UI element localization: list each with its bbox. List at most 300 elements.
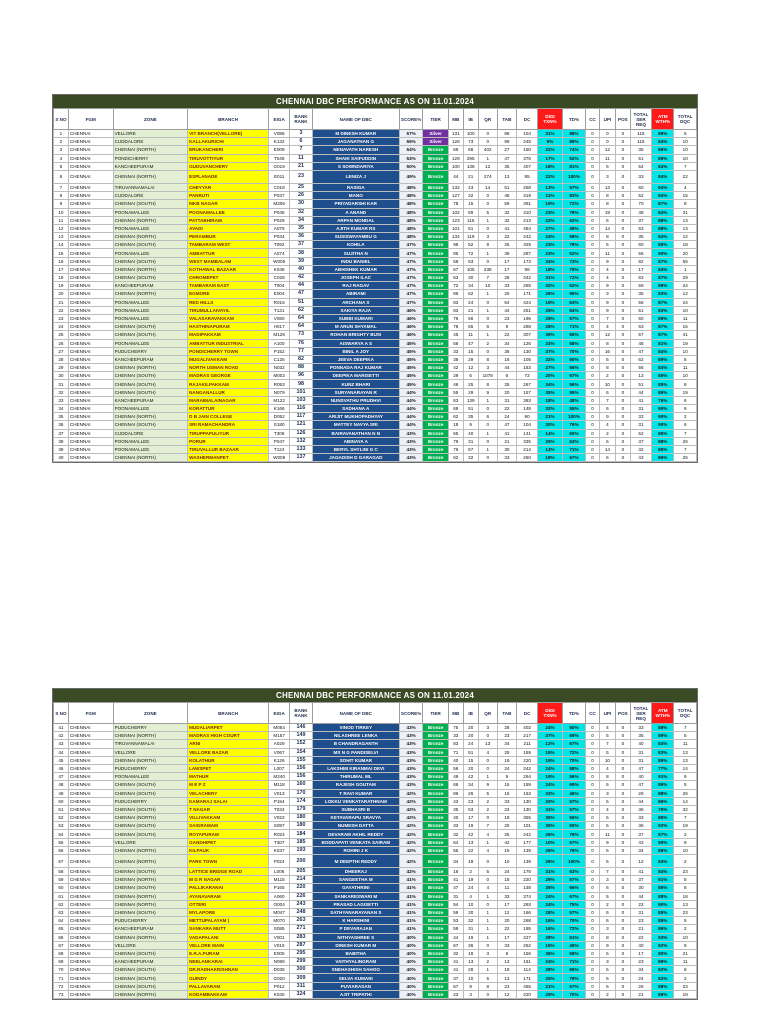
cell-atm-wth: 84% <box>652 265 674 273</box>
cell-atm-wth: 88% <box>652 982 674 990</box>
cell-qr: 1 <box>478 249 497 257</box>
cell-total-ser-req: 36 <box>630 805 651 813</box>
cell-pos: 0 <box>615 732 630 740</box>
cell-dc: 265 <box>516 282 537 290</box>
cell-zone: CHENNAI (SOUTH) <box>113 380 188 388</box>
cell-dbc-name: MS N G PANDISELVI <box>312 748 399 756</box>
cell-branch: AVADI <box>188 224 269 232</box>
cell-upi: 9 <box>599 298 615 306</box>
cell-digi-txn: 26% <box>538 830 562 838</box>
cell-cc: 0 <box>586 183 600 191</box>
cell-zone: CHENNAI (NORTH) <box>113 146 188 154</box>
cell-dbc-name: ARPAN MONDAL <box>312 216 399 224</box>
cell-tier: Bronze <box>423 773 449 781</box>
cell-eiga: S087 <box>269 822 290 830</box>
cell-total-ser-req: 33 <box>630 413 651 421</box>
cell-atm-wth: 88% <box>652 224 674 232</box>
cell-cc: 0 <box>586 892 600 900</box>
cell-branch: RAJAKILPAKKAM <box>188 380 269 388</box>
cell-atm-wth: 88% <box>652 724 674 732</box>
cell-score: 46% <box>399 331 422 339</box>
cell-atm-wth: 84% <box>652 208 674 216</box>
cell-fgm: CHENNAI <box>68 814 113 822</box>
table-row <box>54 740 697 748</box>
table-row <box>54 789 697 797</box>
cell-total-ser-req: 56 <box>630 364 651 372</box>
cell-cc: 0 <box>586 364 600 372</box>
cell-tab: 22 <box>497 925 516 933</box>
cell-mb: 56 <box>448 339 463 347</box>
cell-sno: 71 <box>54 974 69 982</box>
cell-total-ser-req: 37 <box>630 830 651 838</box>
cell-score: 53% <box>399 154 422 162</box>
cell-td: 46% <box>562 789 585 797</box>
table-row <box>54 146 697 154</box>
cell-branch: MKB NAGAR <box>188 200 269 208</box>
cell-tier: Bronze <box>423 388 449 396</box>
cell-score: 42% <box>399 846 422 854</box>
cell-pos: 0 <box>615 838 630 846</box>
table-row <box>54 224 697 232</box>
cell-tab: 24 <box>497 868 516 876</box>
cell-atm-wth: 84% <box>652 192 674 200</box>
cell-eiga: C018 <box>269 183 290 191</box>
cell-digi-txn: 21% <box>538 413 562 421</box>
cell-tier: Bronze <box>423 789 449 797</box>
cell-upi: 4 <box>599 421 615 429</box>
cell-ib: 67 <box>463 445 478 453</box>
cell-total-ser-req: 51 <box>630 154 651 162</box>
cell-total-dqc: 5 <box>674 130 697 138</box>
cell-td: 69% <box>562 781 585 789</box>
cell-mb: 78 <box>448 200 463 208</box>
cell-branch: GUDUVANCHERY <box>188 162 269 170</box>
cell-bank-rank: 51 <box>290 298 312 306</box>
table-row <box>54 949 697 957</box>
cell-sno: 8 <box>54 192 69 200</box>
cell-dc: 287 <box>516 249 537 257</box>
cell-score: 42% <box>399 855 422 868</box>
cell-digi-txn: 31% <box>538 805 562 813</box>
cell-pos: 0 <box>615 982 630 990</box>
cell-digi-txn: 19% <box>538 200 562 208</box>
cell-atm-wth: 77% <box>652 764 674 772</box>
cell-tier: Bronze <box>423 732 449 740</box>
cell-tier: Bronze <box>423 445 449 453</box>
cell-zone: CHENNAI (NORTH) <box>113 855 188 868</box>
cell-sno: 69 <box>54 958 69 966</box>
cell-tier: Bronze <box>423 933 449 941</box>
cell-pos: 0 <box>615 208 630 216</box>
cell-dbc-name: SURYANARAYAN R <box>312 388 399 396</box>
cell-dbc-name: DINESH KUMAR M <box>312 941 399 949</box>
cell-td: 76% <box>562 846 585 854</box>
cell-cc: 0 <box>586 855 600 868</box>
cell-atm-wth: 82% <box>652 966 674 974</box>
cell-eiga: V080 <box>269 314 290 322</box>
cell-digi-txn: 24% <box>538 892 562 900</box>
cell-digi-txn: 22% <box>538 216 562 224</box>
cell-digi-txn: 15% <box>538 748 562 756</box>
cell-pos: 0 <box>615 797 630 805</box>
cell-bank-rank: 283 <box>290 933 312 941</box>
cell-zone: PUDUCHERRY <box>113 724 188 732</box>
cell-digi-txn: 10% <box>538 838 562 846</box>
table-row <box>54 372 697 380</box>
cell-dc: 177 <box>516 838 537 846</box>
cell-bank-rank: 243 <box>290 900 312 908</box>
cell-digi-txn: 39% <box>538 331 562 339</box>
cell-dc: 242 <box>516 233 537 241</box>
col-header-tab: TAB <box>497 109 516 130</box>
cell-qr: 5 <box>478 208 497 216</box>
cell-cc: 0 <box>586 966 600 974</box>
cell-ib: 51 <box>463 748 478 756</box>
cell-digi-txn: 25% <box>538 306 562 314</box>
cell-zone: CHENNAI (SOUTH) <box>113 966 188 974</box>
cell-digi-txn: 12% <box>538 740 562 748</box>
cell-tab: 12 <box>497 990 516 998</box>
cell-branch: GUINDY <box>188 974 269 982</box>
cell-digi-txn: 13% <box>538 445 562 453</box>
cell-score: 43% <box>399 756 422 764</box>
cell-sno: 51 <box>54 805 69 813</box>
cell-atm-wth: 76% <box>652 396 674 404</box>
cell-td: 45% <box>562 941 585 949</box>
cell-total-dqc: 4 <box>674 183 697 191</box>
cell-dc: 173 <box>516 257 537 265</box>
cell-qr: 1 <box>478 216 497 224</box>
table-row <box>54 314 697 322</box>
cell-sno: 63 <box>54 908 69 916</box>
cell-digi-txn: 14% <box>538 429 562 437</box>
cell-atm-wth: 89% <box>652 781 674 789</box>
cell-upi: 3 <box>599 876 615 884</box>
col-header-zone: ZONE <box>113 109 188 130</box>
cell-dbc-name: KOHILA <box>312 241 399 249</box>
cell-atm-wth: 88% <box>652 216 674 224</box>
cell-sno: 30 <box>54 372 69 380</box>
cell-bank-rank: 300 <box>290 966 312 974</box>
cell-ib: 19 <box>463 933 478 941</box>
cell-total-dqc: 10 <box>674 138 697 146</box>
cell-tab: 11 <box>497 884 516 892</box>
cell-upi: 14 <box>599 445 615 453</box>
cell-total-dqc: 26 <box>674 789 697 797</box>
cell-cc: 0 <box>586 388 600 396</box>
cell-ib: 40 <box>463 429 478 437</box>
cell-zone: CHENNAI (SOUTH) <box>113 982 188 990</box>
cell-mb: 55 <box>448 846 463 854</box>
cell-pos: 0 <box>615 445 630 453</box>
cell-fgm: CHENNAI <box>68 372 113 380</box>
cell-fgm: CHENNAI <box>68 990 113 998</box>
cell-cc: 0 <box>586 396 600 404</box>
cell-sno: 39 <box>54 445 69 453</box>
cell-total-ser-req: 56 <box>630 298 651 306</box>
cell-pos: 0 <box>615 917 630 925</box>
cell-bank-rank: 299 <box>290 958 312 966</box>
cell-qr: 12 <box>478 162 497 170</box>
cell-tier: Bronze <box>423 347 449 355</box>
cell-upi: 13 <box>599 183 615 191</box>
cell-branch: LATTICE BRIDGE ROAD <box>188 868 269 876</box>
cell-mb: 49 <box>448 773 463 781</box>
cell-digi-txn: 25% <box>538 974 562 982</box>
cell-total-dqc: 18 <box>674 892 697 900</box>
cell-total-dqc: 6 <box>674 405 697 413</box>
cell-td: 100% <box>562 413 585 421</box>
cell-sno: 24 <box>54 323 69 331</box>
cell-total-ser-req: 47 <box>630 347 651 355</box>
cell-td: 57% <box>562 183 585 191</box>
cell-qr: 10 <box>478 282 497 290</box>
cell-dbc-name: BABITHA <box>312 949 399 957</box>
cell-td: 71% <box>562 323 585 331</box>
cell-dbc-name: SUSISWAYAMBU G <box>312 233 399 241</box>
cell-pos: 0 <box>615 241 630 249</box>
cell-sno: 21 <box>54 298 69 306</box>
cell-eiga: M115 <box>269 876 290 884</box>
cell-upi: 3 <box>599 170 615 183</box>
cell-tier: Bronze <box>423 974 449 982</box>
cell-tier: Bronze <box>423 154 449 162</box>
cell-ib: 34 <box>463 282 478 290</box>
cell-ib: 139 <box>463 396 478 404</box>
cell-zone: CHENNAI (SOUTH) <box>113 884 188 892</box>
cell-total-dqc: 6 <box>674 396 697 404</box>
cell-mb: 83 <box>448 740 463 748</box>
cell-tab: 10 <box>497 855 516 868</box>
cell-atm-wth: 87% <box>652 274 674 282</box>
cell-cc: 0 <box>586 347 600 355</box>
cell-bank-rank: 156 <box>290 773 312 781</box>
cell-sno: 17 <box>54 265 69 273</box>
cell-eiga: A079 <box>269 224 290 232</box>
cell-td: 60% <box>562 429 585 437</box>
table-row <box>54 925 697 933</box>
cell-qr: 0 <box>478 224 497 232</box>
table-row <box>54 306 697 314</box>
cell-score: 44% <box>399 405 422 413</box>
cell-score: 42% <box>399 838 422 846</box>
cell-dc: 161 <box>516 958 537 966</box>
cell-qr: 9 <box>478 781 497 789</box>
cell-td: 65% <box>562 966 585 974</box>
cell-tier: Bronze <box>423 290 449 298</box>
cell-total-ser-req: 51 <box>630 380 651 388</box>
table-header <box>54 703 697 724</box>
table-row <box>54 756 697 764</box>
cell-total-dqc: 7 <box>674 445 697 453</box>
cell-eiga: P047 <box>269 437 290 445</box>
col-header-ib: IB <box>463 109 478 130</box>
table-row <box>54 822 697 830</box>
cell-tier: Bronze <box>423 192 449 200</box>
cell-pos: 0 <box>615 884 630 892</box>
col-header-tab: TAB <box>497 703 516 724</box>
cell-digi-txn: 35% <box>538 822 562 830</box>
table-row <box>54 892 697 900</box>
cell-sno: 73 <box>54 990 69 998</box>
cell-fgm: CHENNAI <box>68 949 113 957</box>
cell-pos: 0 <box>615 814 630 822</box>
cell-upi: 0 <box>599 130 615 138</box>
cell-branch: PALLAVARAM <box>188 982 269 990</box>
cell-eiga: V016 <box>269 941 290 949</box>
cell-digi-txn: 18% <box>538 265 562 273</box>
cell-dbc-name: DEVARAM AKHIL REDDY <box>312 830 399 838</box>
cell-eiga: E009 <box>269 146 290 154</box>
cell-dc: 150 <box>516 146 537 154</box>
cell-ib: 47 <box>463 339 478 347</box>
cell-digi-txn: 20% <box>538 372 562 380</box>
table-row <box>54 347 697 355</box>
cell-cc: 0 <box>586 933 600 941</box>
cell-mb: 33 <box>448 732 463 740</box>
cell-ib: 32 <box>463 192 478 200</box>
cell-bank-rank: 96 <box>290 372 312 380</box>
cell-eiga: P024 <box>269 855 290 868</box>
cell-qr: 6 <box>478 323 497 331</box>
cell-ib: 72 <box>463 249 478 257</box>
cell-bank-rank: 154 <box>290 748 312 756</box>
cell-total-dqc: 10 <box>674 306 697 314</box>
cell-qr: 1 <box>478 892 497 900</box>
table-row <box>54 748 697 756</box>
cell-total-dqc: 2 <box>674 855 697 868</box>
cell-zone: CHENNAI (SOUTH) <box>113 949 188 957</box>
cell-cc: 0 <box>586 413 600 421</box>
cell-ib: 9 <box>463 421 478 429</box>
cell-digi-txn: 31% <box>538 274 562 282</box>
cell-zone: VELLORE <box>113 838 188 846</box>
cell-zone: CHENNAI (SOUTH) <box>113 372 188 380</box>
cell-tab: 17 <box>497 900 516 908</box>
cell-td: 72% <box>562 925 585 933</box>
cell-qr: 0 <box>478 298 497 306</box>
cell-dbc-name: PONNADA RAJ KUMAR <box>312 364 399 372</box>
cell-mb: 37 <box>448 974 463 982</box>
cell-sno: 53 <box>54 822 69 830</box>
cell-tier: Bronze <box>423 306 449 314</box>
cell-total-ser-req: 29 <box>630 789 651 797</box>
cell-qr: 238 <box>478 265 497 273</box>
cell-sno: 36 <box>54 421 69 429</box>
cell-fgm: CHENNAI <box>68 200 113 208</box>
cell-dc: 213 <box>516 216 537 224</box>
cell-dc: 329 <box>516 241 537 249</box>
cell-dc: 90 <box>516 413 537 421</box>
cell-cc: 0 <box>586 249 600 257</box>
cell-dbc-name: VAITHYALINGRAM <box>312 958 399 966</box>
cell-ib: 34 <box>463 781 478 789</box>
cell-bank-rank: 35 <box>290 224 312 232</box>
cell-dbc-name: NILASHREE LENKA <box>312 732 399 740</box>
cell-score: 40% <box>399 990 422 998</box>
cell-score: 40% <box>399 974 422 982</box>
cell-total-ser-req: 116 <box>630 130 651 138</box>
cell-qr: 2 <box>478 339 497 347</box>
col-header-pos: POS <box>615 109 630 130</box>
cell-branch: M G R NAGAR <box>188 876 269 884</box>
cell-score: 43% <box>399 445 422 453</box>
col-header-total-ser-req: TOTAL SER REQ <box>630 109 651 130</box>
cell-zone: CHENNAI (SOUTH) <box>113 781 188 789</box>
cell-qr: 1 <box>478 429 497 437</box>
cell-dc: 130 <box>516 805 537 813</box>
cell-td: 81% <box>562 162 585 170</box>
cell-score: 57% <box>399 130 422 138</box>
cell-sno: 44 <box>54 748 69 756</box>
cell-atm-wth: 89% <box>652 958 674 966</box>
cell-td: 57% <box>562 314 585 322</box>
cell-cc: 0 <box>586 941 600 949</box>
cell-tier: Bronze <box>423 298 449 306</box>
cell-td: 62% <box>562 282 585 290</box>
cell-qr: 4 <box>478 830 497 838</box>
cell-pos: 0 <box>615 941 630 949</box>
cell-branch: EGMORE <box>188 290 269 298</box>
cell-score: 45% <box>399 380 422 388</box>
cell-tab: 25 <box>497 748 516 756</box>
cell-bank-rank: 34 <box>290 216 312 224</box>
cell-cc: 0 <box>586 445 600 453</box>
cell-zone: KANCHEEPURAM <box>113 925 188 933</box>
cell-upi: 4 <box>599 724 615 732</box>
cell-mb: 98 <box>448 241 463 249</box>
cell-score: 40% <box>399 941 422 949</box>
cell-upi: 8 <box>599 364 615 372</box>
cell-score: 43% <box>399 748 422 756</box>
col-header-upi: UPI <box>599 703 615 724</box>
cell-branch: VIT BRANCH(VELLORE) <box>188 130 269 138</box>
cell-ib: 13 <box>463 958 478 966</box>
cell-tab: 51 <box>497 183 516 191</box>
cell-ib: 53 <box>463 257 478 265</box>
cell-tier: Bronze <box>423 748 449 756</box>
cell-zone: TIRUVANNAMALAI <box>113 183 188 191</box>
cell-zone: TIRUVANNAMALAI <box>113 740 188 748</box>
cell-zone: VELLORE <box>113 130 188 138</box>
cell-tab: 22 <box>497 233 516 241</box>
cell-branch: RED HILLS <box>188 298 269 306</box>
cell-td: 72% <box>562 274 585 282</box>
table-row <box>54 130 697 138</box>
cell-upi: 6 <box>599 908 615 916</box>
cell-tab: 42 <box>497 838 516 846</box>
cell-atm-wth: 91% <box>652 876 674 884</box>
cell-td: 70% <box>562 756 585 764</box>
cell-digi-txn: 29% <box>538 314 562 322</box>
cell-fgm: CHENNAI <box>68 876 113 884</box>
table-row <box>54 388 697 396</box>
cell-digi-txn: 29% <box>538 990 562 998</box>
cell-tab: 47 <box>497 421 516 429</box>
cell-qr: 0 <box>478 900 497 908</box>
cell-mb: 44 <box>448 933 463 941</box>
cell-cc: 0 <box>586 454 600 462</box>
cell-upi: 9 <box>599 838 615 846</box>
cell-cc: 0 <box>586 282 600 290</box>
cell-mb: 55 <box>448 388 463 396</box>
cell-fgm: CHENNAI <box>68 822 113 830</box>
cell-cc: 0 <box>586 170 600 183</box>
cell-td: 100% <box>562 855 585 868</box>
cell-pos: 0 <box>615 170 630 183</box>
cell-branch: KALLAKURICHI <box>188 138 269 146</box>
cell-sno: 6 <box>54 170 69 183</box>
